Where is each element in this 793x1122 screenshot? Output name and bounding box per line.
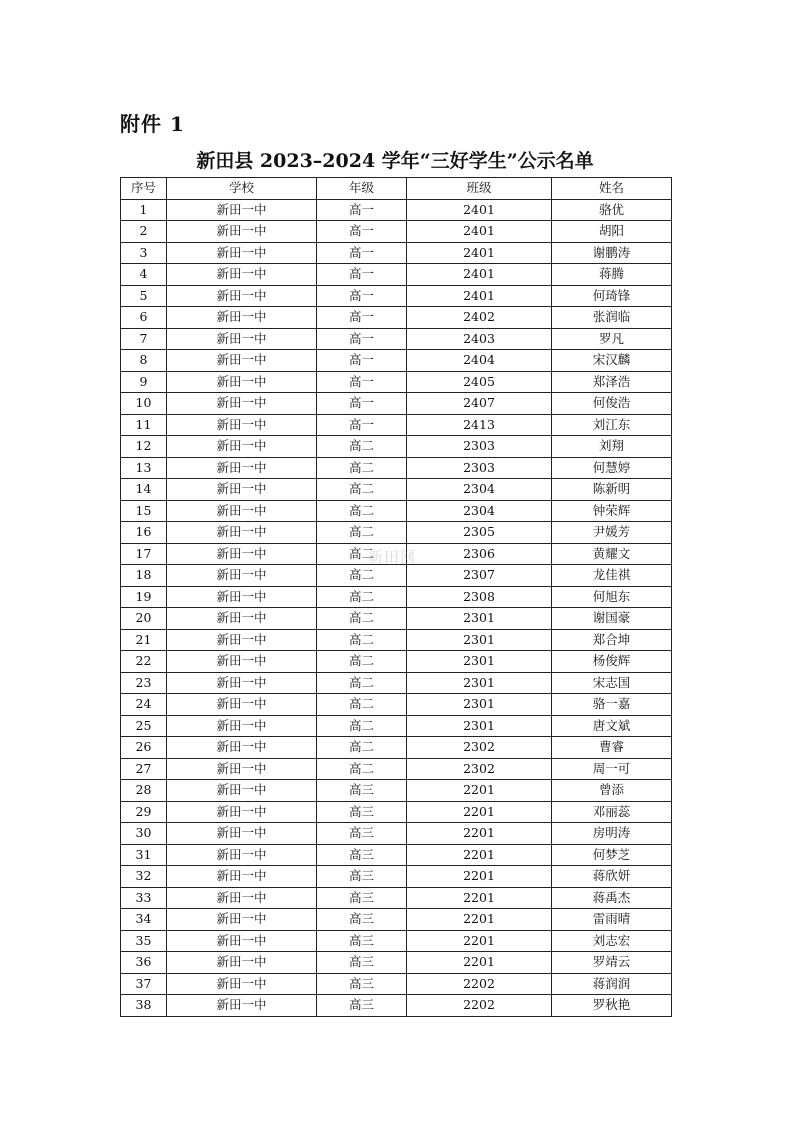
- student-name-cell: 刘翔: [552, 436, 672, 458]
- student-name-cell: 骆一嘉: [552, 694, 672, 716]
- grade-cell: 高二: [317, 543, 407, 565]
- grade-cell: 高二: [317, 500, 407, 522]
- table-row: [121, 242, 672, 264]
- school-cell: 新田一中: [167, 737, 317, 759]
- grade-cell: 高一: [317, 307, 407, 329]
- grade-cell: 高三: [317, 823, 407, 845]
- school-cell: 新田一中: [167, 393, 317, 415]
- school-cell: 新田一中: [167, 285, 317, 307]
- serial-number-cell: 8: [121, 350, 167, 372]
- grade-cell: 高二: [317, 479, 407, 501]
- table-row: [121, 629, 672, 651]
- table-row: [121, 995, 672, 1017]
- grade-cell: 高二: [317, 608, 407, 630]
- student-name-cell: 何琦锋: [552, 285, 672, 307]
- table-row: [121, 930, 672, 952]
- student-roster-table: [120, 177, 672, 1017]
- class-cell: 2201: [407, 823, 552, 845]
- table-body: [121, 199, 672, 1016]
- student-name-cell: 蒋腾: [552, 264, 672, 286]
- school-cell: 新田一中: [167, 715, 317, 737]
- class-cell: 2201: [407, 801, 552, 823]
- class-cell: 2202: [407, 995, 552, 1017]
- student-name-cell: 罗靖云: [552, 952, 672, 974]
- serial-number-cell: 13: [121, 457, 167, 479]
- serial-number-cell: 27: [121, 758, 167, 780]
- grade-cell: 高三: [317, 952, 407, 974]
- class-cell: 2413: [407, 414, 552, 436]
- student-name-cell: 胡阳: [552, 221, 672, 243]
- serial-number-cell: 15: [121, 500, 167, 522]
- student-name-cell: 刘志宏: [552, 930, 672, 952]
- serial-number-cell: 31: [121, 844, 167, 866]
- grade-cell: 高一: [317, 199, 407, 221]
- class-cell: 2401: [407, 199, 552, 221]
- class-cell: 2301: [407, 672, 552, 694]
- table-row: [121, 909, 672, 931]
- school-cell: 新田一中: [167, 651, 317, 673]
- student-name-cell: 周一可: [552, 758, 672, 780]
- table-row: [121, 973, 672, 995]
- class-cell: 2403: [407, 328, 552, 350]
- grade-cell: 高二: [317, 522, 407, 544]
- school-cell: 新田一中: [167, 780, 317, 802]
- student-name-cell: 蒋润润: [552, 973, 672, 995]
- serial-number-cell: 23: [121, 672, 167, 694]
- header-school: 学校: [167, 178, 317, 200]
- grade-cell: 高二: [317, 758, 407, 780]
- grade-cell: 高三: [317, 844, 407, 866]
- serial-number-cell: 33: [121, 887, 167, 909]
- serial-number-cell: 29: [121, 801, 167, 823]
- student-name-cell: 曹睿: [552, 737, 672, 759]
- grade-cell: 高二: [317, 651, 407, 673]
- table-row: [121, 457, 672, 479]
- student-name-cell: 蒋欣妍: [552, 866, 672, 888]
- school-cell: 新田一中: [167, 199, 317, 221]
- school-cell: 新田一中: [167, 586, 317, 608]
- student-name-cell: 杨俊辉: [552, 651, 672, 673]
- student-name-cell: 何俊浩: [552, 393, 672, 415]
- school-cell: 新田一中: [167, 242, 317, 264]
- class-cell: 2307: [407, 565, 552, 587]
- class-cell: 2201: [407, 866, 552, 888]
- school-cell: 新田一中: [167, 866, 317, 888]
- table-row: [121, 328, 672, 350]
- serial-number-cell: 14: [121, 479, 167, 501]
- serial-number-cell: 21: [121, 629, 167, 651]
- grade-cell: 高二: [317, 586, 407, 608]
- school-cell: 新田一中: [167, 608, 317, 630]
- serial-number-cell: 1: [121, 199, 167, 221]
- grade-cell: 高二: [317, 715, 407, 737]
- serial-number-cell: 28: [121, 780, 167, 802]
- table-header: [121, 178, 672, 200]
- table-row: [121, 393, 672, 415]
- school-cell: 新田一中: [167, 436, 317, 458]
- school-cell: 新田一中: [167, 522, 317, 544]
- grade-cell: 高一: [317, 285, 407, 307]
- student-name-cell: 雷雨晴: [552, 909, 672, 931]
- serial-number-cell: 5: [121, 285, 167, 307]
- grade-cell: 高三: [317, 866, 407, 888]
- serial-number-cell: 4: [121, 264, 167, 286]
- class-cell: 2201: [407, 909, 552, 931]
- table-row: [121, 221, 672, 243]
- school-cell: 新田一中: [167, 457, 317, 479]
- attachment-label: 附件 1: [120, 112, 185, 136]
- table-row: [121, 285, 672, 307]
- grade-cell: 高二: [317, 565, 407, 587]
- class-cell: 2306: [407, 543, 552, 565]
- serial-number-cell: 30: [121, 823, 167, 845]
- student-name-cell: 房明涛: [552, 823, 672, 845]
- table-row: [121, 887, 672, 909]
- school-cell: 新田一中: [167, 264, 317, 286]
- watermark: 新田网: [368, 548, 417, 566]
- class-cell: 2301: [407, 694, 552, 716]
- class-cell: 2401: [407, 264, 552, 286]
- student-name-cell: 黄耀文: [552, 543, 672, 565]
- class-cell: 2401: [407, 242, 552, 264]
- table-row: [121, 801, 672, 823]
- grade-cell: 高一: [317, 393, 407, 415]
- grade-cell: 高一: [317, 264, 407, 286]
- school-cell: 新田一中: [167, 887, 317, 909]
- school-cell: 新田一中: [167, 995, 317, 1017]
- serial-number-cell: 19: [121, 586, 167, 608]
- school-cell: 新田一中: [167, 414, 317, 436]
- grade-cell: 高三: [317, 887, 407, 909]
- serial-number-cell: 20: [121, 608, 167, 630]
- class-cell: 2201: [407, 887, 552, 909]
- class-cell: 2303: [407, 436, 552, 458]
- school-cell: 新田一中: [167, 801, 317, 823]
- school-cell: 新田一中: [167, 629, 317, 651]
- grade-cell: 高二: [317, 457, 407, 479]
- grade-cell: 高一: [317, 242, 407, 264]
- grade-cell: 高三: [317, 973, 407, 995]
- table-row: [121, 844, 672, 866]
- serial-number-cell: 22: [121, 651, 167, 673]
- table-row: [121, 672, 672, 694]
- grade-cell: 高二: [317, 436, 407, 458]
- class-cell: 2201: [407, 844, 552, 866]
- student-name-cell: 何旭东: [552, 586, 672, 608]
- class-cell: 2201: [407, 930, 552, 952]
- student-name-cell: 罗凡: [552, 328, 672, 350]
- school-cell: 新田一中: [167, 371, 317, 393]
- class-cell: 2308: [407, 586, 552, 608]
- student-name-cell: 陈新明: [552, 479, 672, 501]
- serial-number-cell: 37: [121, 973, 167, 995]
- class-cell: 2202: [407, 973, 552, 995]
- header-class: 班级: [407, 178, 552, 200]
- table-row: [121, 264, 672, 286]
- table-row: [121, 586, 672, 608]
- serial-number-cell: 2: [121, 221, 167, 243]
- serial-number-cell: 18: [121, 565, 167, 587]
- student-name-cell: 刘江东: [552, 414, 672, 436]
- grade-cell: 高三: [317, 801, 407, 823]
- serial-number-cell: 34: [121, 909, 167, 931]
- class-cell: 2401: [407, 221, 552, 243]
- student-name-cell: 邓丽蕊: [552, 801, 672, 823]
- serial-number-cell: 17: [121, 543, 167, 565]
- table-row: [121, 414, 672, 436]
- class-cell: 2401: [407, 285, 552, 307]
- student-name-cell: 何慧婷: [552, 457, 672, 479]
- table-row: [121, 500, 672, 522]
- header-serial-number: 序号: [121, 178, 167, 200]
- class-cell: 2407: [407, 393, 552, 415]
- class-cell: 2304: [407, 500, 552, 522]
- grade-cell: 高二: [317, 694, 407, 716]
- serial-number-cell: 11: [121, 414, 167, 436]
- student-name-cell: 谢国豪: [552, 608, 672, 630]
- class-cell: 2301: [407, 608, 552, 630]
- serial-number-cell: 32: [121, 866, 167, 888]
- student-name-cell: 何梦芝: [552, 844, 672, 866]
- student-name-cell: 龙佳祺: [552, 565, 672, 587]
- class-cell: 2201: [407, 952, 552, 974]
- class-cell: 2301: [407, 715, 552, 737]
- grade-cell: 高二: [317, 629, 407, 651]
- school-cell: 新田一中: [167, 973, 317, 995]
- table-row: [121, 522, 672, 544]
- student-name-cell: 郑泽浩: [552, 371, 672, 393]
- school-cell: 新田一中: [167, 672, 317, 694]
- class-cell: 2402: [407, 307, 552, 329]
- table-row: [121, 307, 672, 329]
- school-cell: 新田一中: [167, 479, 317, 501]
- school-cell: 新田一中: [167, 694, 317, 716]
- serial-number-cell: 9: [121, 371, 167, 393]
- class-cell: 2201: [407, 780, 552, 802]
- serial-number-cell: 3: [121, 242, 167, 264]
- table-row: [121, 866, 672, 888]
- student-name-cell: 郑合坤: [552, 629, 672, 651]
- student-name-cell: 曾添: [552, 780, 672, 802]
- document-title: 新田县 2023–2024 学年“三好学生”公示名单: [196, 150, 594, 172]
- school-cell: 新田一中: [167, 565, 317, 587]
- grade-cell: 高一: [317, 221, 407, 243]
- school-cell: 新田一中: [167, 543, 317, 565]
- table-row: [121, 608, 672, 630]
- grade-cell: 高二: [317, 737, 407, 759]
- student-name-cell: 钟荣辉: [552, 500, 672, 522]
- header-name: 姓名: [552, 178, 672, 200]
- table-row: [121, 758, 672, 780]
- class-cell: 2304: [407, 479, 552, 501]
- school-cell: 新田一中: [167, 328, 317, 350]
- student-name-cell: 唐文斌: [552, 715, 672, 737]
- table-row: [121, 823, 672, 845]
- grade-cell: 高一: [317, 328, 407, 350]
- table-row: [121, 780, 672, 802]
- serial-number-cell: 10: [121, 393, 167, 415]
- grade-cell: 高三: [317, 995, 407, 1017]
- student-name-cell: 尹媛芳: [552, 522, 672, 544]
- table-row: [121, 350, 672, 372]
- serial-number-cell: 25: [121, 715, 167, 737]
- table-row: [121, 694, 672, 716]
- table-row: [121, 651, 672, 673]
- grade-cell: 高三: [317, 780, 407, 802]
- student-name-cell: 罗秋艳: [552, 995, 672, 1017]
- table-row: [121, 715, 672, 737]
- class-cell: 2302: [407, 737, 552, 759]
- table-row: [121, 952, 672, 974]
- grade-cell: 高一: [317, 371, 407, 393]
- serial-number-cell: 6: [121, 307, 167, 329]
- school-cell: 新田一中: [167, 930, 317, 952]
- school-cell: 新田一中: [167, 758, 317, 780]
- school-cell: 新田一中: [167, 909, 317, 931]
- grade-cell: 高三: [317, 930, 407, 952]
- grade-cell: 高一: [317, 414, 407, 436]
- student-name-cell: 宋志国: [552, 672, 672, 694]
- student-name-cell: 骆优: [552, 199, 672, 221]
- serial-number-cell: 12: [121, 436, 167, 458]
- school-cell: 新田一中: [167, 307, 317, 329]
- school-cell: 新田一中: [167, 500, 317, 522]
- class-cell: 2305: [407, 522, 552, 544]
- student-name-cell: 宋汉麟: [552, 350, 672, 372]
- school-cell: 新田一中: [167, 823, 317, 845]
- class-cell: 2405: [407, 371, 552, 393]
- school-cell: 新田一中: [167, 221, 317, 243]
- student-name-cell: 张润临: [552, 307, 672, 329]
- class-cell: 2301: [407, 629, 552, 651]
- school-cell: 新田一中: [167, 952, 317, 974]
- header-row: [121, 178, 672, 200]
- table-row: [121, 371, 672, 393]
- table-row: [121, 199, 672, 221]
- serial-number-cell: 36: [121, 952, 167, 974]
- table-row: [121, 436, 672, 458]
- student-name-cell: 蒋禹杰: [552, 887, 672, 909]
- student-name-cell: 谢鹏涛: [552, 242, 672, 264]
- school-cell: 新田一中: [167, 350, 317, 372]
- serial-number-cell: 26: [121, 737, 167, 759]
- class-cell: 2301: [407, 651, 552, 673]
- table-row: [121, 737, 672, 759]
- grade-cell: 高二: [317, 672, 407, 694]
- serial-number-cell: 24: [121, 694, 167, 716]
- table-row: [121, 565, 672, 587]
- serial-number-cell: 38: [121, 995, 167, 1017]
- serial-number-cell: 16: [121, 522, 167, 544]
- serial-number-cell: 35: [121, 930, 167, 952]
- header-grade: 年级: [317, 178, 407, 200]
- grade-cell: 高一: [317, 350, 407, 372]
- grade-cell: 高三: [317, 909, 407, 931]
- school-cell: 新田一中: [167, 844, 317, 866]
- class-cell: 2303: [407, 457, 552, 479]
- serial-number-cell: 7: [121, 328, 167, 350]
- class-cell: 2302: [407, 758, 552, 780]
- class-cell: 2404: [407, 350, 552, 372]
- table-row: [121, 479, 672, 501]
